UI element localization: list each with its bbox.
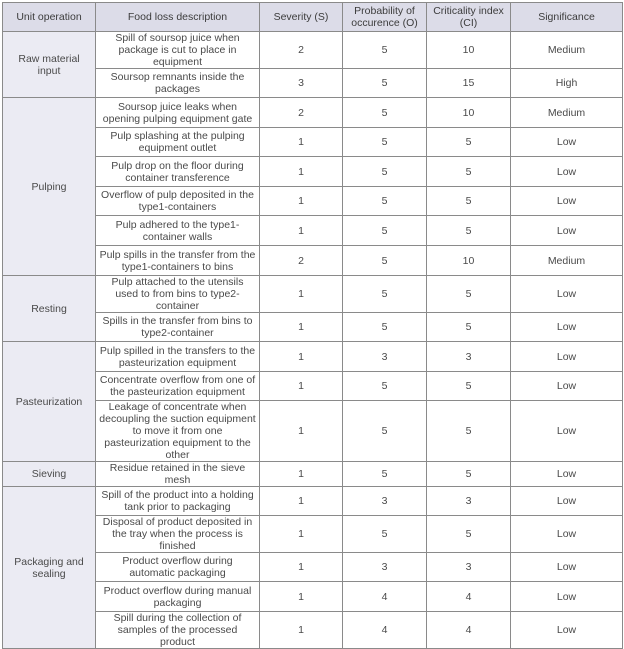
food-loss-description-cell: Spill of soursop juice when package is cut to place in equipment <box>96 32 260 69</box>
criticality-index-cell: 10 <box>427 98 511 128</box>
probability-cell: 5 <box>343 401 427 462</box>
unit-operation-cell: Packaging and sealing <box>3 487 96 649</box>
table-row <box>3 342 623 372</box>
probability-cell: 5 <box>343 216 427 246</box>
probability-cell: 5 <box>343 32 427 69</box>
severity-cell: 1 <box>260 462 343 487</box>
food-loss-description-cell: Product overflow during automatic packaging <box>96 553 260 582</box>
significance-cell: High <box>511 69 623 98</box>
significance-cell: Low <box>511 553 623 582</box>
food-loss-description-cell: Spills in the transfer from bins to type2-container <box>96 313 260 342</box>
severity-cell: 1 <box>260 612 343 649</box>
probability-cell: 5 <box>343 128 427 157</box>
header-significance: Significance <box>511 3 623 32</box>
severity-cell: 1 <box>260 401 343 462</box>
food-loss-description-cell: Pulp drop on the floor during container transference <box>96 157 260 187</box>
header-unit-operation: Unit operation <box>3 3 96 32</box>
probability-cell: 3 <box>343 342 427 372</box>
significance-cell: Low <box>511 276 623 313</box>
significance-cell: Low <box>511 582 623 612</box>
severity-cell: 1 <box>260 516 343 553</box>
criticality-index-cell: 5 <box>427 128 511 157</box>
header-probability: Probability of occurence (O) <box>343 3 427 32</box>
probability-cell: 5 <box>343 246 427 276</box>
criticality-index-cell: 5 <box>427 187 511 216</box>
probability-cell: 3 <box>343 553 427 582</box>
severity-cell: 1 <box>260 187 343 216</box>
probability-cell: 5 <box>343 157 427 187</box>
food-loss-description-cell: Residue retained in the sieve mesh <box>96 462 260 487</box>
criticality-index-cell: 4 <box>427 582 511 612</box>
criticality-index-cell: 5 <box>427 276 511 313</box>
severity-cell: 1 <box>260 487 343 516</box>
table-row <box>3 32 623 69</box>
probability-cell: 5 <box>343 462 427 487</box>
significance-cell: Low <box>511 128 623 157</box>
severity-cell: 2 <box>260 32 343 69</box>
probability-cell: 5 <box>343 516 427 553</box>
severity-cell: 1 <box>260 216 343 246</box>
severity-cell: 3 <box>260 69 343 98</box>
criticality-index-cell: 3 <box>427 487 511 516</box>
criticality-index-cell: 5 <box>427 462 511 487</box>
significance-cell: Low <box>511 313 623 342</box>
table-row <box>3 487 623 516</box>
criticality-index-cell: 4 <box>427 612 511 649</box>
table-row <box>3 553 623 582</box>
food-loss-description-cell: Overflow of pulp deposited in the type1-containers <box>96 187 260 216</box>
criticality-index-cell: 5 <box>427 313 511 342</box>
significance-cell: Low <box>511 187 623 216</box>
table-row <box>3 216 623 246</box>
severity-cell: 1 <box>260 582 343 612</box>
criticality-index-cell: 5 <box>427 401 511 462</box>
severity-cell: 1 <box>260 372 343 401</box>
table-row <box>3 462 623 487</box>
table-row <box>3 276 623 313</box>
food-loss-description-cell: Pulp adhered to the type1-container walls <box>96 216 260 246</box>
table-row <box>3 246 623 276</box>
severity-cell: 2 <box>260 246 343 276</box>
food-loss-description-cell: Soursop remnants inside the packages <box>96 69 260 98</box>
table-row <box>3 516 623 553</box>
significance-cell: Low <box>511 516 623 553</box>
food-loss-description-cell: Pulp spilled in the transfers to the pasteurization equipment <box>96 342 260 372</box>
probability-cell: 5 <box>343 98 427 128</box>
significance-cell: Low <box>511 612 623 649</box>
unit-operation-cell: Sieving <box>3 462 96 487</box>
probability-cell: 5 <box>343 372 427 401</box>
table-row <box>3 187 623 216</box>
significance-cell: Low <box>511 216 623 246</box>
table-row <box>3 98 623 128</box>
criticality-index-cell: 10 <box>427 246 511 276</box>
unit-operation-cell: Raw material input <box>3 32 96 98</box>
header-food-loss-description: Food loss description <box>96 3 260 32</box>
table-body <box>3 32 623 649</box>
criticality-index-cell: 10 <box>427 32 511 69</box>
severity-cell: 1 <box>260 128 343 157</box>
probability-cell: 3 <box>343 487 427 516</box>
severity-cell: 2 <box>260 98 343 128</box>
food-loss-description-cell: Concentrate overflow from one of the pasteurization equipment <box>96 372 260 401</box>
probability-cell: 4 <box>343 612 427 649</box>
header-criticality-index: Criticality index (CI) <box>427 3 511 32</box>
severity-cell: 1 <box>260 342 343 372</box>
food-loss-description-cell: Spill during the collection of samples of the processed product <box>96 612 260 649</box>
significance-cell: Low <box>511 372 623 401</box>
significance-cell: Low <box>511 487 623 516</box>
criticality-index-cell: 3 <box>427 342 511 372</box>
criticality-index-cell: 5 <box>427 216 511 246</box>
criticality-index-cell: 5 <box>427 157 511 187</box>
significance-cell: Low <box>511 157 623 187</box>
severity-cell: 1 <box>260 313 343 342</box>
table-row <box>3 582 623 612</box>
header-severity: Severity (S) <box>260 3 343 32</box>
unit-operation-cell: Pasteurization <box>3 342 96 462</box>
food-loss-description-cell: Soursop juice leaks when opening pulping equipment gate <box>96 98 260 128</box>
criticality-index-cell: 5 <box>427 372 511 401</box>
severity-cell: 1 <box>260 553 343 582</box>
significance-cell: Medium <box>511 98 623 128</box>
unit-operation-cell: Pulping <box>3 98 96 276</box>
fmea-table <box>2 2 623 649</box>
significance-cell: Low <box>511 342 623 372</box>
probability-cell: 5 <box>343 69 427 98</box>
significance-cell: Low <box>511 401 623 462</box>
food-loss-description-cell: Pulp attached to the utensils used to from bins to type2-container <box>96 276 260 313</box>
probability-cell: 5 <box>343 276 427 313</box>
header-row <box>3 3 623 32</box>
food-loss-description-cell: Product overflow during manual packaging <box>96 582 260 612</box>
table-row <box>3 128 623 157</box>
table-row <box>3 313 623 342</box>
food-loss-description-cell: Pulp splashing at the pulping equipment outlet <box>96 128 260 157</box>
probability-cell: 4 <box>343 582 427 612</box>
food-loss-description-cell: Pulp spills in the transfer from the type1-containers to bins <box>96 246 260 276</box>
severity-cell: 1 <box>260 157 343 187</box>
food-loss-description-cell: Leakage of concentrate when decoupling the suction equipment to move it from one pasteurization equipment to the other <box>96 401 260 462</box>
unit-operation-cell: Resting <box>3 276 96 342</box>
probability-cell: 5 <box>343 313 427 342</box>
table-row <box>3 69 623 98</box>
food-loss-description-cell: Spill of the product into a holding tank prior to packaging <box>96 487 260 516</box>
table-row <box>3 401 623 462</box>
table-row <box>3 157 623 187</box>
significance-cell: Medium <box>511 246 623 276</box>
significance-cell: Low <box>511 462 623 487</box>
criticality-index-cell: 3 <box>427 553 511 582</box>
severity-cell: 1 <box>260 276 343 313</box>
probability-cell: 5 <box>343 187 427 216</box>
criticality-index-cell: 15 <box>427 69 511 98</box>
table-row <box>3 372 623 401</box>
significance-cell: Medium <box>511 32 623 69</box>
food-loss-description-cell: Disposal of product deposited in the tray when the process is finished <box>96 516 260 553</box>
criticality-index-cell: 5 <box>427 516 511 553</box>
table-row <box>3 612 623 649</box>
